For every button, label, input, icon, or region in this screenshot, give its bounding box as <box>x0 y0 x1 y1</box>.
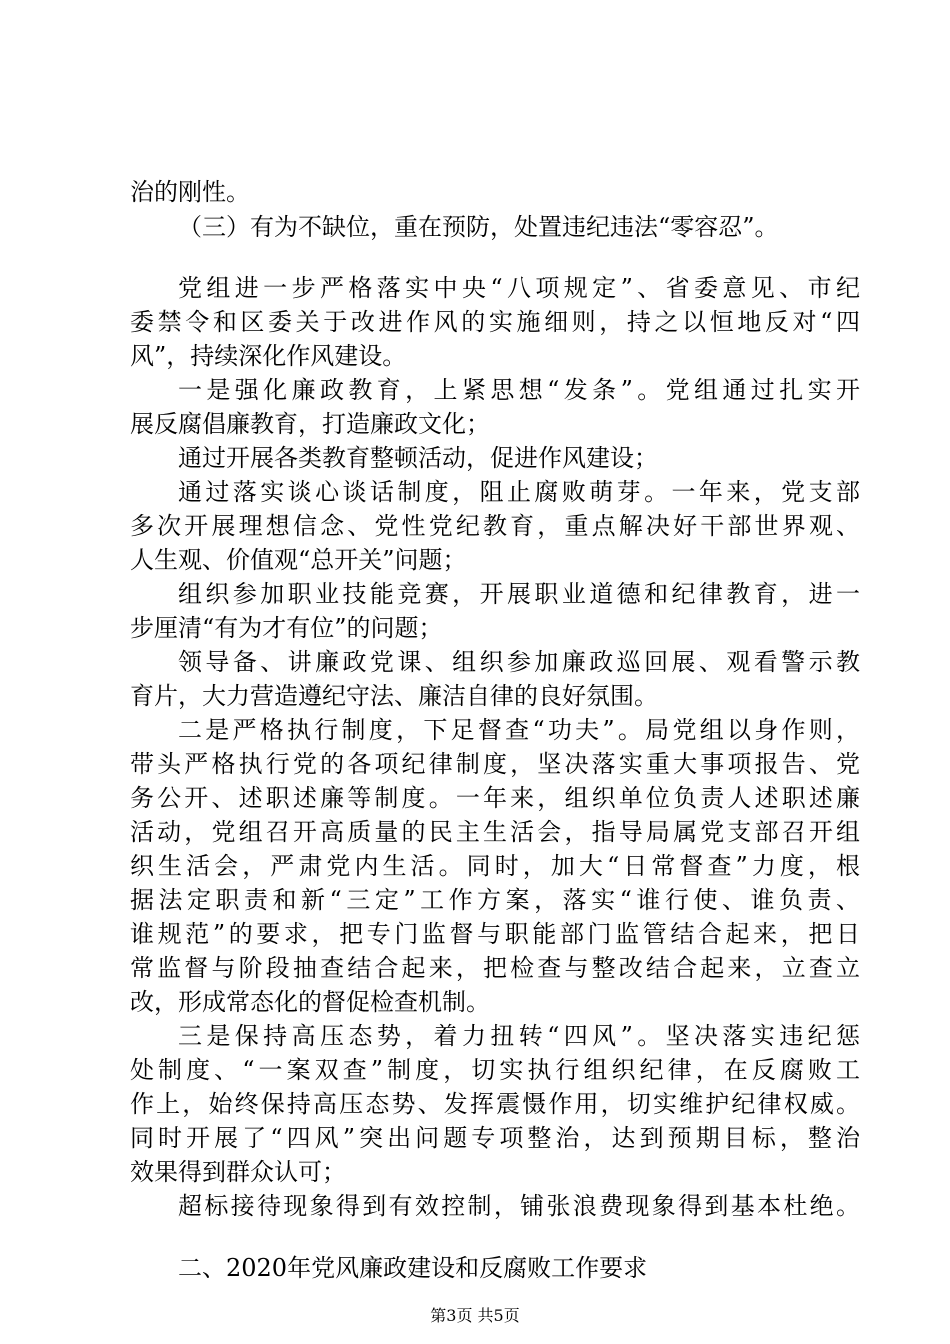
text-line: 展反腐倡廉教育，打造廉政文化； <box>130 410 490 438</box>
text-line: 织生活会，严肃党内生活。同时，加大“日常督查”力度，根 <box>130 852 860 880</box>
text-line: 育片，大力营造遵纪守法、廉洁自律的良好氛围。 <box>130 682 658 710</box>
text-line: 治的刚性。 <box>130 178 250 206</box>
text-line: 人生观、价值观“总开关”问题； <box>130 546 467 574</box>
text-line: 带头严格执行党的各项纪律制度，坚决落实重大事项报告、党 <box>130 750 860 778</box>
text-line: 党组进一步严格落实中央“八项规定”、省委意见、市纪 <box>178 274 860 302</box>
text-line: 据法定职责和新“三定”工作方案，落实“谁行使、谁负责、 <box>130 886 860 914</box>
text-line: 组织参加职业技能竞赛，开展职业道德和纪律教育，进一 <box>178 580 860 608</box>
page-number: 第3页 共5页 <box>430 1306 520 1325</box>
text-line: 务公开、述职述廉等制度。一年来，组织单位负责人述职述廉 <box>130 784 860 812</box>
text-line: 风”，持续深化作风建设。 <box>130 342 407 370</box>
text-line: 委禁令和区委关于改进作风的实施细则，持之以恒地反对“四 <box>130 308 860 336</box>
text-line: 二是严格执行制度，下足督查“功夫”。局党组以身作则， <box>178 716 860 744</box>
text-line: 作上，始终保持高压态势、发挥震慑作用，切实维护纪律权威。 <box>130 1090 860 1118</box>
text-line: 同时开展了“四风”突出问题专项整治，达到预期目标，整治 <box>130 1124 860 1152</box>
text-line: 效果得到群众认可； <box>130 1158 346 1186</box>
text-line: 通过落实谈心谈话制度，阻止腐败萌芽。一年来，党支部 <box>178 478 860 506</box>
text-line: 领导备、讲廉政党课、组织参加廉政巡回展、观看警示教 <box>178 648 860 676</box>
text-line: 多次开展理想信念、党性党纪教育，重点解决好干部世界观、 <box>130 512 860 540</box>
text-line: 常监督与阶段抽查结合起来，把检查与整改结合起来，立查立 <box>130 954 860 982</box>
text-line: 通过开展各类教育整顿活动，促进作风建设； <box>178 444 658 472</box>
text-line: 活动，党组召开高质量的民主生活会，指导局属党支部召开组 <box>130 818 860 846</box>
text-line: 改，形成常态化的督促检查机制。 <box>130 988 490 1016</box>
text-line: 超标接待现象得到有效控制，铺张浪费现象得到基本杜绝。 <box>178 1192 860 1220</box>
text-line: 谁规范”的要求，把专门监督与职能部门监管结合起来，把日 <box>130 920 860 948</box>
text-line: 步厘清“有为才有位”的问题； <box>130 614 443 642</box>
section-heading: 二、2020年党风廉政建设和反腐败工作要求 <box>178 1254 648 1282</box>
section-heading: （三）有为不缺位，重在预防，处置违纪违法“零容忍”。 <box>178 213 779 241</box>
text-line: 处制度、“一案双查”制度，切实执行组织纪律，在反腐败工 <box>130 1056 860 1084</box>
text-line: 三是保持高压态势，着力扭转“四风”。坚决落实违纪惩 <box>178 1022 860 1050</box>
text-line: 一是强化廉政教育，上紧思想“发条”。党组通过扎实开 <box>178 376 860 404</box>
